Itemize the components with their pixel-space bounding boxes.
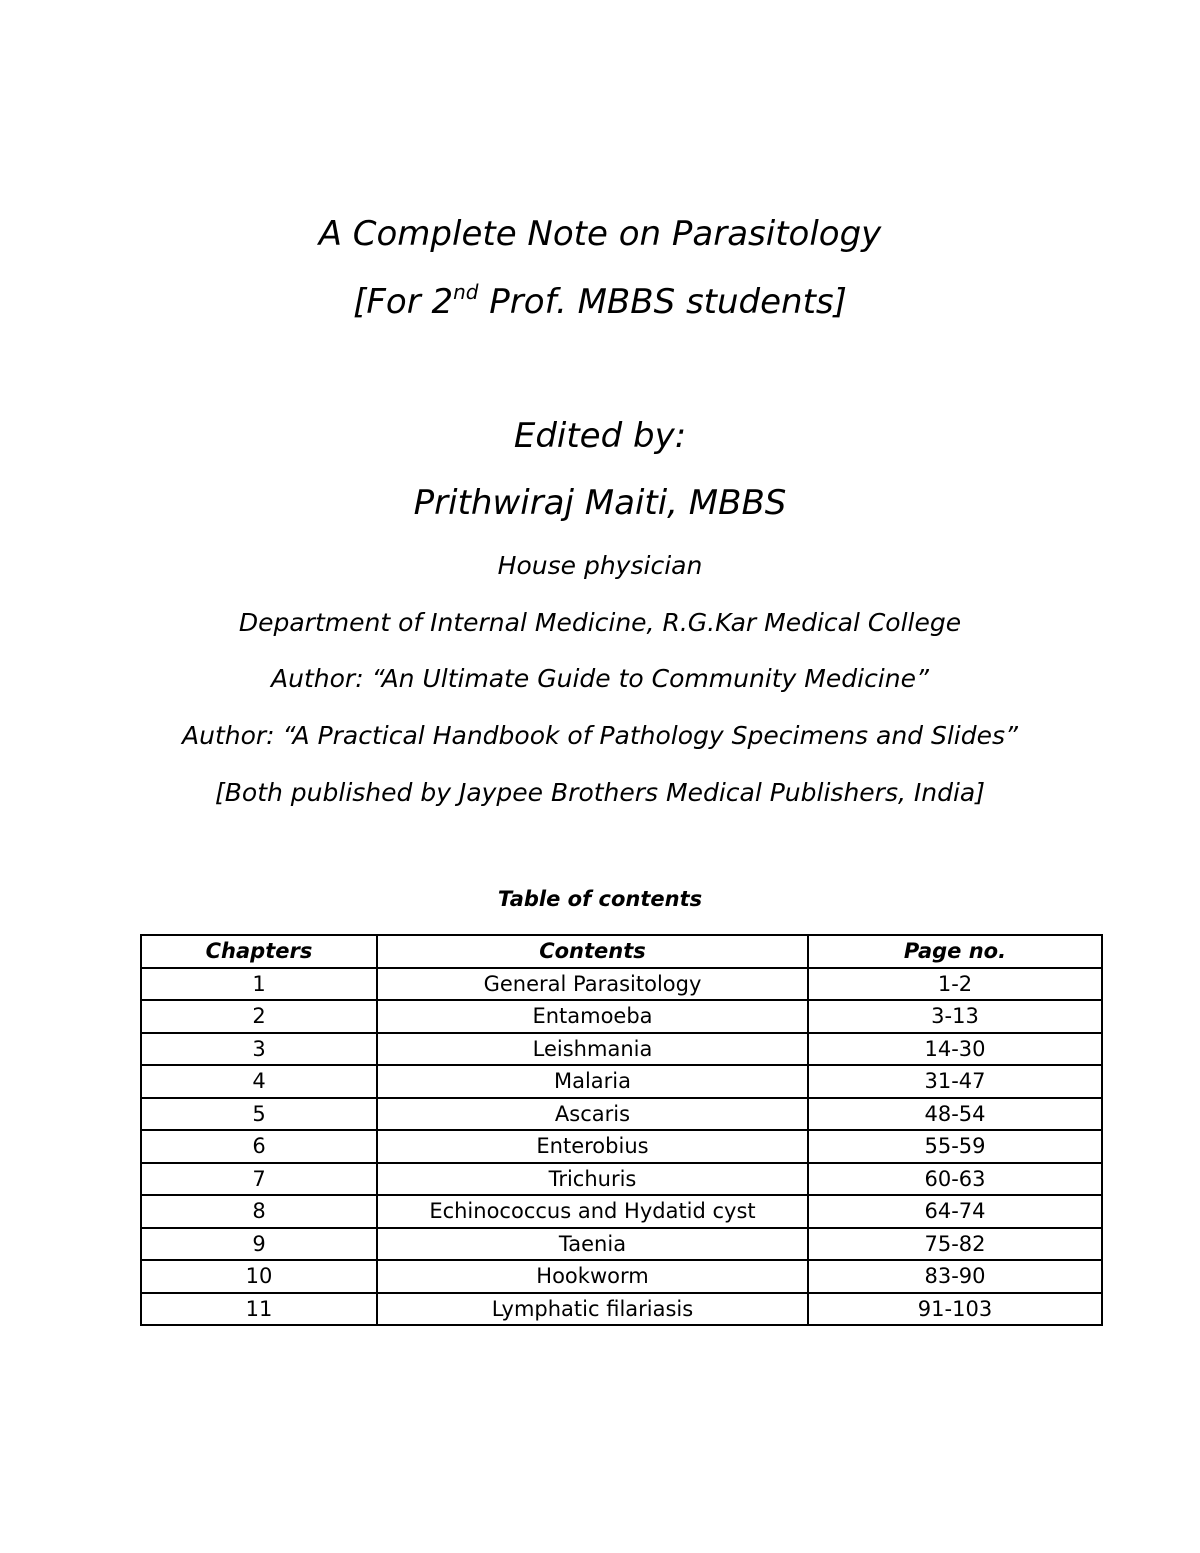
table-row bbox=[141, 1000, 1102, 1033]
chapter-number: 9 bbox=[141, 1228, 377, 1261]
subtitle-suffix: Prof. MBBS students] bbox=[478, 282, 847, 322]
table-row bbox=[141, 1293, 1102, 1326]
toc-header-chapters: Chapters bbox=[141, 935, 377, 968]
chapter-pages: 55-59 bbox=[808, 1130, 1102, 1163]
chapter-number: 3 bbox=[141, 1033, 377, 1066]
chapter-content: Enterobius bbox=[377, 1130, 808, 1163]
author-book-2: Author: “A Practical Handbook of Pathology Specimens and Slides” bbox=[182, 721, 1018, 750]
chapter-content: Entamoeba bbox=[377, 1000, 808, 1033]
chapter-content: Trichuris bbox=[377, 1163, 808, 1196]
chapter-number: 2 bbox=[141, 1000, 377, 1033]
table-row bbox=[141, 1260, 1102, 1293]
document-title: A Complete Note on Parasitology bbox=[318, 214, 882, 254]
table-row bbox=[141, 1098, 1102, 1131]
publisher-note: [Both published by Jaypee Brothers Medical Publishers, India] bbox=[215, 778, 985, 807]
table-row bbox=[141, 1228, 1102, 1261]
chapter-number: 8 bbox=[141, 1195, 377, 1228]
editor-department: Department of Internal Medicine, R.G.Kar Medical College bbox=[238, 608, 962, 637]
chapter-number: 5 bbox=[141, 1098, 377, 1131]
chapter-pages: 3-13 bbox=[808, 1000, 1102, 1033]
chapter-pages: 64-74 bbox=[808, 1195, 1102, 1228]
toc-header-contents: Contents bbox=[377, 935, 808, 968]
toc-header-row bbox=[141, 935, 1102, 968]
table-row bbox=[141, 1195, 1102, 1228]
toc-title: Table of contents bbox=[497, 887, 703, 911]
chapter-pages: 48-54 bbox=[808, 1098, 1102, 1131]
table-row bbox=[141, 1163, 1102, 1196]
chapter-number: 10 bbox=[141, 1260, 377, 1293]
chapter-content: Lymphatic filariasis bbox=[377, 1293, 808, 1326]
toc-header-page: Page no. bbox=[808, 935, 1102, 968]
chapter-number: 4 bbox=[141, 1065, 377, 1098]
table-row bbox=[141, 1033, 1102, 1066]
chapter-pages: 60-63 bbox=[808, 1163, 1102, 1196]
subtitle-superscript: nd bbox=[453, 280, 479, 304]
subtitle-prefix: [For 2 bbox=[353, 282, 454, 322]
chapter-pages: 31-47 bbox=[808, 1065, 1102, 1098]
author-book-1: Author: “An Ultimate Guide to Community Medicine” bbox=[271, 664, 929, 693]
table-row bbox=[141, 1130, 1102, 1163]
chapter-number: 1 bbox=[141, 968, 377, 1001]
editor-name: Prithwiraj Maiti, MBBS bbox=[413, 483, 787, 523]
chapter-pages: 14-30 bbox=[808, 1033, 1102, 1066]
chapter-content: Malaria bbox=[377, 1065, 808, 1098]
chapter-content: Echinococcus and Hydatid cyst bbox=[377, 1195, 808, 1228]
chapter-number: 11 bbox=[141, 1293, 377, 1326]
toc-table bbox=[140, 934, 1103, 1326]
chapter-content: General Parasitology bbox=[377, 968, 808, 1001]
chapter-pages: 1-2 bbox=[808, 968, 1102, 1001]
document-subtitle bbox=[0, 280, 1200, 324]
chapter-pages: 75-82 bbox=[808, 1228, 1102, 1261]
chapter-content: Hookworm bbox=[377, 1260, 808, 1293]
chapter-pages: 91-103 bbox=[808, 1293, 1102, 1326]
chapter-number: 6 bbox=[141, 1130, 377, 1163]
table-row bbox=[141, 968, 1102, 1001]
chapter-content: Taenia bbox=[377, 1228, 808, 1261]
chapter-number: 7 bbox=[141, 1163, 377, 1196]
table-row bbox=[141, 1065, 1102, 1098]
chapter-pages: 83-90 bbox=[808, 1260, 1102, 1293]
edited-by-label: Edited by: bbox=[513, 416, 687, 456]
chapter-content: Leishmania bbox=[377, 1033, 808, 1066]
editor-role: House physician bbox=[497, 551, 703, 580]
chapter-content: Ascaris bbox=[377, 1098, 808, 1131]
